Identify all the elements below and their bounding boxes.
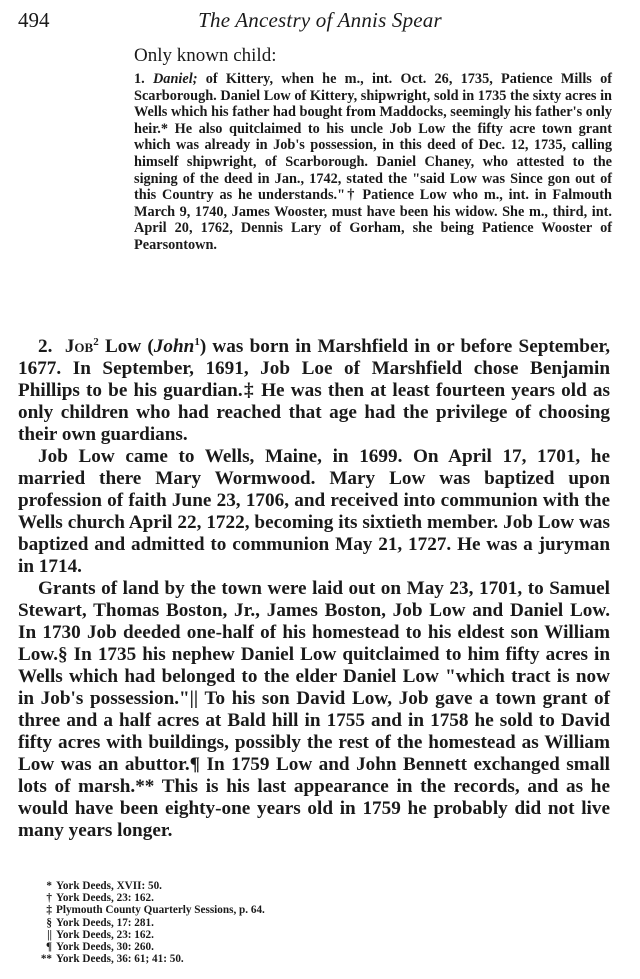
children-heading: Only known child:: [134, 45, 277, 66]
child-entry-number: 1.: [134, 71, 145, 87]
footnote: [32, 917, 592, 929]
footnote: [32, 904, 592, 916]
footnote: [32, 941, 592, 953]
paragraph-job-low-intro: 2. Job$^2$ Low (John$^1$) was born in Marshfield in or before September, 1677. In September, 1691, Job Loe of Marshfield chose Benjamin Phillips to be his guardian.‡ He was then at least fourteen years old as only children who had reached that age had the privilege of choosing their own guardians.: [18, 336, 611, 445]
footnote-text: Plymouth County Quarterly Sessions, p. 64.: [56, 904, 265, 917]
footnotes: [32, 880, 592, 965]
footnote-text: York Deeds, 23: 162.: [56, 892, 154, 905]
footnote: [32, 892, 592, 904]
running-title: The Ancestry of Annis Spear: [198, 8, 442, 32]
footnote-mark: ‡: [46, 904, 52, 917]
page-header: [18, 8, 622, 36]
subject-generation: 2: [93, 336, 99, 348]
footnote-text: York Deeds, XVII: 50.: [56, 880, 162, 892]
footnote-text: York Deeds, 17: 281.: [56, 916, 154, 929]
paragraph-wells-marriage: Job Low came to Wells, Maine, in 1699. On April 17, 1701, he married there Mary Wormwood. Mary Low was baptized upon profession of faith June 23, 1706, and received into communion with the Wells church April 22, 1722, becoming its sixtieth member. Job Low was baptized and admitted to communion May 21, 1727. He was a juryman in 1714.: [18, 446, 610, 577]
child-entry-name: Daniel;: [152, 71, 198, 87]
footnote: [32, 929, 592, 941]
footnote: [32, 880, 592, 892]
footnote-mark: **: [40, 953, 52, 966]
subject-given-name: Job: [64, 336, 94, 357]
footnote-text: York Deeds, 23: 162.: [56, 928, 154, 941]
footnote-mark: §: [46, 916, 52, 929]
main-body: [18, 336, 610, 842]
child-entry: [134, 71, 612, 254]
child-entry-text: of Kittery, when he m., int. Oct. 26, 1735, Patience Mills of Scarborough. Daniel Low of Kittery, shipwright, sold in 1735 the sixty acres in Wells which his father had bought from Maddocks, seemingly his father's only heir.* He also quitclaimed to his uncle Job Low the fifty acre town grant which was already in Job's possession, in this deed of Dec. 12, 1735, calling himself shipwright, of Scarborough. Daniel Chaney, who attested to the signing of the deed in Jan., 1742, stated the "said Low was Since gon out of this Country as he understands."† Patience Low who m., int. in Falmouth March 9, 1740, James Wooster, must have been his widow. She m., third, int. April 20, 1762, Dennis Lary of Gorham, she being Patience Wooster of Pearsontown.: [134, 71, 612, 253]
paragraph-land-grants: Grants of land by the town were laid out on May 23, 1701, to Samuel Stewart, Thomas Boston, Jr., James Boston, Job Low and Daniel Low. In 1730 Job deeded one-half of his homestead to his eldest son William Low.§ In 1735 his nephew Daniel Low quitclaimed to him fifty acres in Wells which had belonged to the elder Daniel Low "which tract is now in Job's possession."|| To his son David Low, Job gave a town grant of three and a half acres at Bald hill in 1755 and in 1758 he sold to David fifty acres with buildings, possibly the rest of the homestead as William Low was an abuttor.¶ In 1759 Low and John Bennett exchanged small lots of marsh.** This is his last appearance in the records, and as he would have been eighty-one years old in 1759 he probably did not live many years longer.: [18, 578, 610, 841]
footnote-text: York Deeds, 36: 61; 41: 50.: [56, 953, 184, 966]
paragraph-1-text: was born in Marshfield in or before September, 1677. In September, 1691, Job Loe of Marshfield chose Benjamin Phillips to be his guardian.‡ He was then at least fourteen years old as only children who had reached that age had the privilege of choosing their own guardians.: [18, 336, 611, 445]
parent-name: John: [153, 336, 195, 357]
page-number: 494: [18, 8, 50, 32]
children-section: [134, 44, 612, 254]
footnote-text: York Deeds, 30: 260.: [56, 941, 154, 954]
footnote-mark: ||: [47, 928, 52, 941]
footnote-mark: ¶: [45, 941, 52, 954]
footnote-mark: *: [46, 880, 52, 892]
genealogy-number: 2.: [38, 336, 53, 357]
footnote: [32, 953, 592, 965]
footnote-mark: †: [46, 892, 52, 905]
parent-generation: 1: [194, 336, 200, 348]
subject-surname: Low: [104, 336, 142, 357]
